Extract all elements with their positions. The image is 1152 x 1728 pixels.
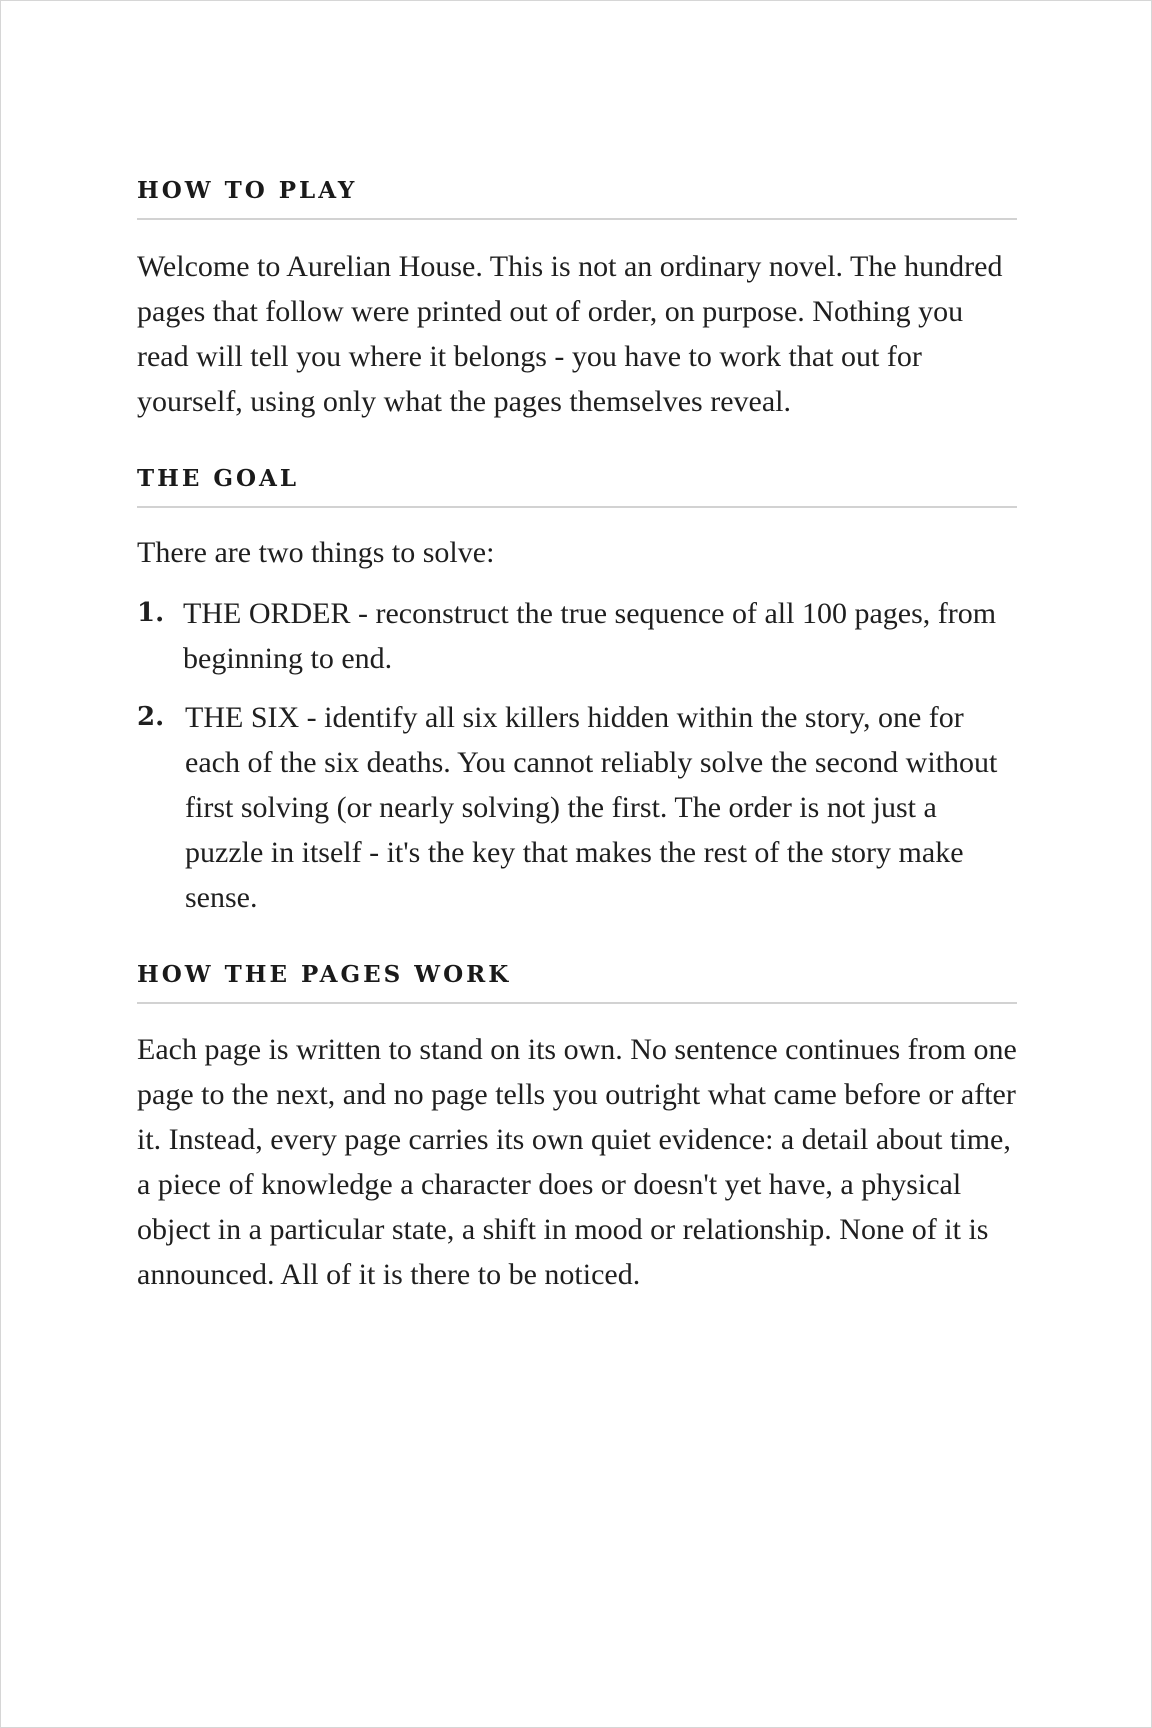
list-item-number: 1. <box>137 598 165 628</box>
section-heading-how-the-pages-work: HOW THE PAGES WORK <box>137 961 1017 1004</box>
list-item-text: THE SIX - identify all six killers hidden within the story, one for each of the six deaths. You cannot reliably solve the second without first solving (or nearly solving) the first. The order is not just a puzzle in itself - it's the key that makes the rest of the story make sense. <box>185 701 998 914</box>
how-to-play-paragraph: Welcome to Aurelian House. This is not an ordinary novel. The hundred pages that follow were printed out of order, on purpose. Nothing you read will tell you where it belongs - you have to work that out for yourself, using only what the pages themselves reveal. <box>137 250 1003 418</box>
section-heading-the-goal: THE GOAL <box>137 465 1017 508</box>
goal-list <box>137 591 1017 934</box>
list-item-text: THE ORDER - reconstruct the true sequence of all 100 pages, from beginning to end. <box>183 597 997 675</box>
list-item <box>137 591 1017 681</box>
how-the-pages-work-paragraph: Each page is written to stand on its own. No sentence continues from one page to the next, and no page tells you outright what came before or after it. Instead, every page carries its own quiet evidence: a detail about time, a piece of knowledge a character does or doesn't yet have, a physical object in a particular state, a shift in mood or relationship. None of it is announced. All of it is there to be noticed. <box>137 1033 1017 1291</box>
the-goal-intro: There are two things to solve: <box>137 536 495 569</box>
list-item <box>137 695 1017 920</box>
section-heading-how-to-play: HOW TO PLAY <box>137 177 1017 220</box>
list-item-number: 2. <box>137 702 165 732</box>
